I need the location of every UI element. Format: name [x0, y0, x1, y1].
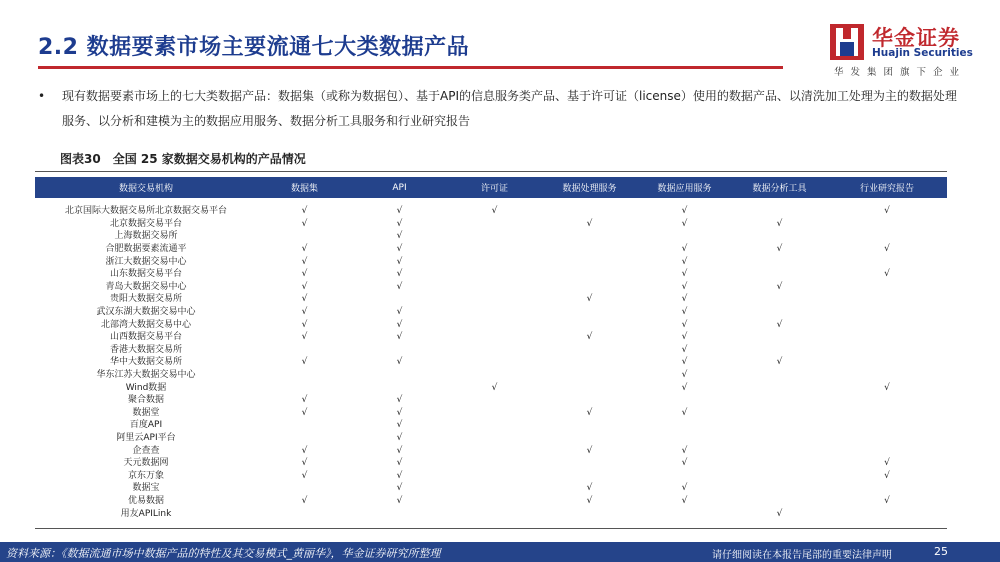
product-check-cell: √	[681, 281, 688, 292]
product-check-cell: √	[301, 307, 308, 318]
product-check-cell: √	[301, 218, 308, 229]
product-check-cell	[447, 507, 542, 520]
product-check-cell: √	[301, 244, 308, 255]
product-check-cell: √	[586, 483, 593, 494]
product-check-cell	[542, 507, 637, 520]
product-check-cell	[352, 369, 447, 382]
product-check-cell	[447, 444, 542, 457]
product-check-cell	[637, 507, 732, 520]
product-check-cell: √	[681, 294, 688, 305]
product-check-cell: √	[884, 495, 890, 506]
table-row	[35, 230, 947, 243]
product-check-cell: √	[681, 307, 688, 318]
institution-name-cell: 上海数据交易所	[114, 231, 178, 242]
product-check-cell	[257, 230, 352, 243]
product-check-cell: √	[396, 269, 403, 280]
product-check-cell	[542, 281, 637, 294]
product-check-cell: √	[396, 432, 403, 443]
product-check-cell	[827, 293, 947, 306]
product-check-cell	[827, 369, 947, 382]
institution-name-cell: 北京国际大数据交易所北京数据交易平台	[64, 206, 227, 217]
institution-name-cell: 贵阳大数据交易所	[109, 294, 182, 305]
product-check-cell: √	[301, 395, 308, 406]
product-check-cell	[827, 482, 947, 495]
product-check-cell: √	[301, 206, 308, 217]
product-check-cell	[447, 255, 542, 268]
product-check-cell	[827, 255, 947, 268]
product-check-cell: √	[301, 281, 308, 292]
institution-name-cell: 香港大数据交易所	[109, 344, 182, 355]
product-check-cell: √	[396, 420, 403, 431]
product-check-cell	[827, 419, 947, 432]
product-check-cell	[447, 318, 542, 331]
product-check-cell: √	[396, 395, 403, 406]
table-row	[35, 407, 947, 420]
product-check-cell: √	[396, 244, 403, 255]
figure-number: 图表30	[60, 152, 101, 166]
product-check-cell	[542, 318, 637, 331]
product-check-cell	[447, 407, 542, 420]
table-row	[35, 457, 947, 470]
table-row	[35, 218, 947, 231]
product-check-cell: √	[681, 344, 688, 355]
product-check-cell	[257, 419, 352, 432]
institution-name-cell: 北京数据交易平台	[109, 218, 182, 229]
product-check-cell	[542, 205, 637, 218]
table-row	[35, 344, 947, 357]
table-row	[35, 507, 947, 520]
product-check-cell	[732, 255, 827, 268]
product-check-cell: √	[681, 256, 688, 267]
logo-slogan: 华发集团旗下企业	[834, 67, 967, 78]
product-check-cell: √	[884, 470, 890, 481]
product-check-cell: √	[396, 319, 403, 330]
product-check-cell: √	[396, 357, 403, 368]
product-check-cell	[352, 381, 447, 394]
table-row	[35, 369, 947, 382]
institution-name-cell: 武汉东湖大数据交易中心	[96, 307, 196, 318]
table-spacer-row	[35, 198, 947, 205]
footer-legal-notice: 请仔细阅读在本报告尾部的重要法律声明	[712, 550, 892, 561]
product-check-cell	[447, 394, 542, 407]
product-check-cell: √	[681, 332, 688, 343]
product-check-cell: √	[884, 244, 890, 255]
product-check-cell	[827, 306, 947, 319]
institution-name-cell: 企查查	[132, 445, 160, 456]
product-check-cell	[732, 293, 827, 306]
product-check-cell: √	[776, 319, 783, 330]
product-check-cell	[447, 457, 542, 470]
product-check-cell	[447, 356, 542, 369]
product-check-cell	[447, 281, 542, 294]
product-check-cell: √	[776, 218, 783, 229]
product-check-cell: √	[586, 445, 593, 456]
product-check-cell	[732, 482, 827, 495]
product-check-cell	[352, 344, 447, 357]
table-header-row	[35, 177, 947, 198]
product-check-cell	[447, 306, 542, 319]
product-check-cell: √	[301, 357, 308, 368]
product-check-cell	[637, 469, 732, 482]
product-check-cell	[542, 344, 637, 357]
column-header: 数据分析工具	[732, 177, 827, 198]
product-check-cell: √	[884, 382, 890, 393]
product-check-cell	[257, 482, 352, 495]
product-check-cell: √	[681, 319, 688, 330]
product-check-cell	[447, 331, 542, 344]
product-check-cell	[827, 281, 947, 294]
product-check-cell	[732, 306, 827, 319]
product-check-cell	[447, 419, 542, 432]
product-check-cell	[352, 293, 447, 306]
institution-name-cell: 华东江苏大数据交易中心	[96, 370, 196, 381]
table-row	[35, 306, 947, 319]
product-check-cell	[542, 255, 637, 268]
company-logo	[830, 20, 980, 80]
product-check-cell: √	[301, 319, 308, 330]
table-row	[35, 356, 947, 369]
product-check-cell: √	[776, 357, 783, 368]
product-check-cell: √	[301, 332, 308, 343]
logo-name-cn: 华金证券	[872, 26, 960, 50]
product-check-cell: √	[301, 495, 308, 506]
institution-name-cell: Wind数据	[125, 382, 167, 393]
product-check-cell	[827, 331, 947, 344]
table-row	[35, 394, 947, 407]
product-check-cell	[542, 381, 637, 394]
column-header: 数据处理服务	[542, 177, 637, 198]
product-check-cell	[447, 469, 542, 482]
product-check-cell	[637, 432, 732, 445]
product-check-cell	[827, 218, 947, 231]
product-check-cell	[732, 407, 827, 420]
product-check-cell: √	[396, 332, 403, 343]
institution-name-cell: 山东数据交易平台	[109, 269, 182, 280]
product-check-cell	[827, 507, 947, 520]
product-check-cell	[542, 369, 637, 382]
product-check-cell: √	[301, 269, 308, 280]
column-header: 数据应用服务	[637, 177, 732, 198]
product-check-cell	[732, 457, 827, 470]
product-check-cell: √	[681, 495, 688, 506]
product-check-cell: √	[396, 231, 403, 242]
table-bottom-rule	[35, 528, 947, 529]
footer-bar	[0, 542, 1000, 562]
product-check-cell	[827, 444, 947, 457]
product-check-cell: √	[396, 307, 403, 318]
product-check-cell: √	[301, 256, 308, 267]
column-header: 行业研究报告	[827, 177, 947, 198]
product-check-cell	[447, 495, 542, 508]
product-check-cell: √	[681, 483, 688, 494]
product-check-cell	[732, 344, 827, 357]
footer-source: 资料来源：《数据流通市场中数据产品的特性及其交易模式_黄丽华》，华金证券研究所整理	[6, 547, 441, 560]
product-check-cell: √	[681, 458, 688, 469]
product-check-cell	[637, 230, 732, 243]
product-check-cell	[257, 381, 352, 394]
institution-name-cell: 青岛大数据交易中心	[105, 281, 187, 292]
product-check-cell: √	[301, 458, 308, 469]
product-check-cell: √	[884, 458, 890, 469]
page-number: 25	[934, 545, 948, 558]
institution-name-cell: 阿里云API平台	[116, 432, 176, 443]
product-check-cell	[257, 369, 352, 382]
product-check-cell: √	[301, 407, 308, 418]
product-check-cell: √	[884, 269, 890, 280]
institution-name-cell: 华中大数据交易所	[109, 357, 182, 368]
product-check-cell: √	[396, 206, 403, 217]
product-check-cell: √	[396, 281, 403, 292]
product-check-cell: √	[396, 458, 403, 469]
product-check-cell	[542, 432, 637, 445]
product-check-cell	[447, 230, 542, 243]
product-check-cell: √	[396, 256, 403, 267]
product-check-cell: √	[681, 382, 688, 393]
product-check-cell	[447, 293, 542, 306]
institution-name-cell: 浙江大数据交易中心	[105, 256, 187, 267]
product-check-cell	[447, 432, 542, 445]
product-check-cell: √	[586, 218, 593, 229]
table-row	[35, 432, 947, 445]
table-row	[35, 268, 947, 281]
bullet-marker: •	[38, 89, 46, 103]
product-check-cell	[542, 394, 637, 407]
product-check-cell: √	[681, 206, 688, 217]
column-header: API	[352, 177, 447, 198]
product-check-cell: √	[396, 445, 403, 456]
product-check-cell	[732, 331, 827, 344]
product-check-cell: √	[681, 269, 688, 280]
product-check-cell: √	[396, 483, 403, 494]
product-check-cell	[827, 344, 947, 357]
product-check-cell	[542, 268, 637, 281]
product-check-cell	[732, 444, 827, 457]
product-check-cell	[637, 419, 732, 432]
table-row	[35, 482, 947, 495]
huajin-logo-icon	[830, 24, 864, 60]
table-row	[35, 331, 947, 344]
product-check-cell	[827, 230, 947, 243]
product-check-cell	[447, 344, 542, 357]
logo-name-en: Huajin Securities	[872, 47, 973, 59]
table-row	[35, 243, 947, 256]
product-check-cell	[827, 394, 947, 407]
product-check-cell	[732, 469, 827, 482]
institution-name-cell: 京东万象	[127, 470, 164, 481]
product-check-cell: √	[396, 470, 403, 481]
product-check-cell: √	[396, 495, 403, 506]
column-header: 数据交易机构	[35, 177, 257, 198]
product-check-cell	[827, 356, 947, 369]
product-check-cell	[542, 469, 637, 482]
product-check-cell	[542, 356, 637, 369]
product-check-cell: √	[681, 244, 688, 255]
product-check-cell	[542, 306, 637, 319]
product-check-cell	[827, 432, 947, 445]
table-row	[35, 255, 947, 268]
product-check-cell: √	[681, 218, 688, 229]
product-check-cell	[257, 344, 352, 357]
product-check-cell	[447, 482, 542, 495]
product-check-cell: √	[884, 206, 890, 217]
product-check-cell: √	[586, 294, 593, 305]
product-check-cell	[732, 230, 827, 243]
product-check-cell	[447, 218, 542, 231]
product-check-cell	[732, 419, 827, 432]
institution-name-cell: 百度API	[129, 420, 163, 431]
column-header: 许可证	[447, 177, 542, 198]
product-check-cell: √	[586, 495, 593, 506]
product-check-cell	[637, 394, 732, 407]
figure-title: 全国 25 家数据交易机构的产品情况	[112, 152, 306, 166]
institution-name-cell: 天元数据网	[123, 458, 169, 469]
product-check-cell: √	[396, 407, 403, 418]
product-check-cell: √	[681, 445, 688, 456]
product-check-cell	[447, 243, 542, 256]
caption-rule	[35, 171, 947, 172]
product-check-cell: √	[396, 218, 403, 229]
page-title: 2.2 数据要素市场主要流通七大类数据产品	[38, 35, 470, 60]
product-check-cell: √	[776, 281, 783, 292]
product-check-cell: √	[681, 370, 688, 381]
product-check-cell	[447, 268, 542, 281]
product-check-cell: √	[586, 332, 593, 343]
institution-name-cell: 合肥数据要素流通平	[105, 244, 187, 255]
institution-name-cell: 用友APILink	[120, 508, 172, 519]
product-check-cell	[732, 495, 827, 508]
product-check-cell: √	[301, 294, 308, 305]
institution-name-cell: 聚合数据	[127, 395, 164, 406]
product-check-cell	[732, 205, 827, 218]
product-check-cell	[732, 394, 827, 407]
products-table	[35, 177, 947, 520]
table-row	[35, 469, 947, 482]
table-row	[35, 381, 947, 394]
table-row	[35, 318, 947, 331]
table-row	[35, 419, 947, 432]
table-row	[35, 281, 947, 294]
column-header: 数据集	[257, 177, 352, 198]
product-check-cell	[542, 230, 637, 243]
product-check-cell: √	[301, 470, 308, 481]
product-check-cell	[257, 432, 352, 445]
figure-caption	[60, 150, 318, 167]
bullet-text: 现有数据要素市场上的七大类数据产品：数据集（或称为数据包）、基于API的信息服务类产品、基于许可证（license）使用的数据产品、以清洗加工处理为主的数据处理服务、以分析和建模为主的数据应用服务、数据分析工具服务和行业研究报告	[62, 89, 957, 128]
table-row	[35, 293, 947, 306]
institution-name-cell: 北部湾大数据交易中心	[100, 319, 191, 330]
product-check-cell	[257, 507, 352, 520]
product-check-cell: √	[491, 206, 498, 217]
product-check-cell: √	[681, 357, 688, 368]
table-row	[35, 495, 947, 508]
table-row	[35, 205, 947, 218]
table-row	[35, 444, 947, 457]
product-check-cell	[542, 419, 637, 432]
product-check-cell	[352, 507, 447, 520]
product-check-cell	[732, 268, 827, 281]
product-check-cell: √	[301, 445, 308, 456]
product-check-cell	[447, 369, 542, 382]
product-check-cell	[732, 432, 827, 445]
product-check-cell	[732, 381, 827, 394]
institution-name-cell: 优易数据	[127, 495, 164, 506]
product-check-cell	[732, 369, 827, 382]
institution-name-cell: 数据堂	[132, 407, 160, 418]
product-check-cell: √	[491, 382, 498, 393]
institution-name-cell: 数据宝	[132, 483, 160, 494]
product-check-cell: √	[776, 508, 783, 519]
product-check-cell: √	[586, 407, 593, 418]
product-check-cell: √	[776, 244, 783, 255]
product-check-cell	[542, 243, 637, 256]
product-check-cell	[827, 318, 947, 331]
product-check-cell	[827, 407, 947, 420]
product-check-cell	[542, 457, 637, 470]
title-underline	[38, 66, 783, 69]
institution-name-cell: 山西数据交易平台	[109, 332, 182, 343]
product-check-cell: √	[681, 407, 688, 418]
